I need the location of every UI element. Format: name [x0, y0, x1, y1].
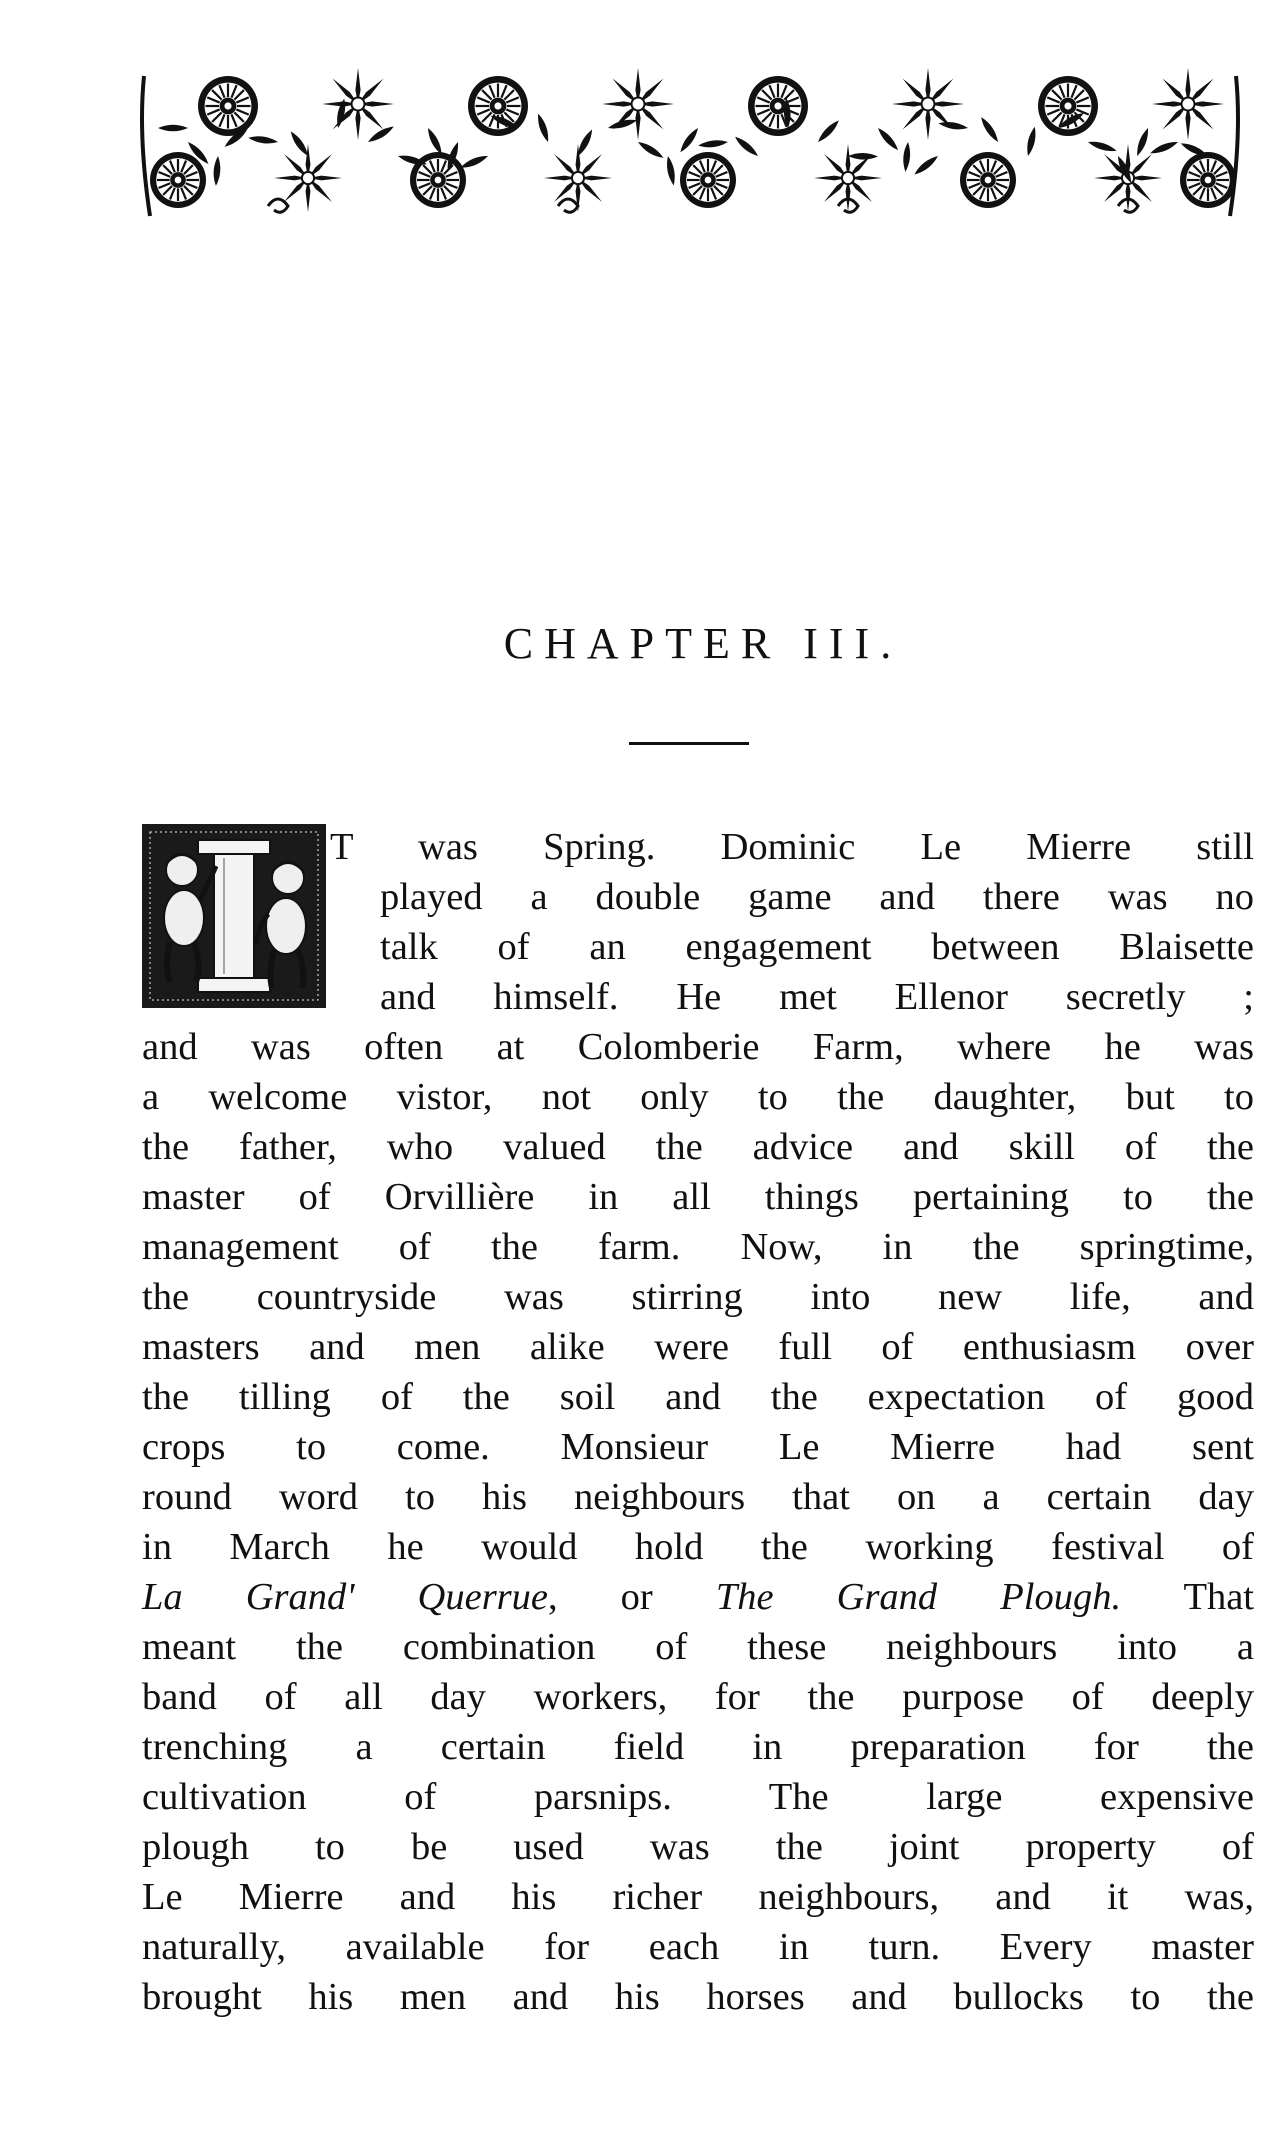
text-line-19: trenching a certain field in preparation for the	[142, 1726, 1254, 1768]
text-line-22: Le Mierre and his richer neighbours, and it was,	[142, 1876, 1254, 1918]
text-line-8: master of Orvillière in all things pertaining to the	[142, 1176, 1254, 1218]
chapter-title: CHAPTER III.	[503, 619, 903, 668]
text-line-16	[142, 1572, 1254, 1622]
text-line-10: the countryside was stirring into new life, and	[142, 1276, 1254, 1318]
text-line-24: brought his men and his horses and bullocks to the	[142, 1976, 1254, 2018]
text-line-3: talk of an engagement between Blaisette	[380, 926, 1254, 968]
text-line-17: meant the combination of these neighbours into a	[142, 1626, 1254, 1668]
text-line-6: a welcome vistor, not only to the daughter, but to	[142, 1076, 1254, 1118]
text-line-23: naturally, available for each in turn. Every master	[142, 1926, 1254, 1968]
illustrated-dropcap-icon	[140, 822, 328, 1010]
text-line-9: management of the farm. Now, in the springtime,	[142, 1226, 1254, 1268]
text-line-13: crops to come. Monsieur Le Mierre had sent	[142, 1426, 1254, 1468]
text-line-20: cultivation of parsnips. The large expensive	[142, 1776, 1254, 1818]
text-line-5: and was often at Colomberie Farm, where he was	[142, 1026, 1254, 1068]
text-line-11: masters and men alike were full of enthusiasm over	[142, 1326, 1254, 1368]
italic-title-2: The Grand Plough.	[715, 1576, 1122, 1618]
text-line-18: band of all day workers, for the purpose of deeply	[142, 1676, 1254, 1718]
italic-title-1: La Grand' Querrue	[142, 1576, 548, 1618]
text-fragment: That	[1121, 1576, 1254, 1618]
text-line-2: played a double game and there was no	[380, 876, 1254, 918]
text-line-1: T was Spring. Dominic Le Mierre still	[330, 826, 1254, 868]
text-line-21: plough to be used was the joint property of	[142, 1826, 1254, 1868]
text-line-7: the father, who valued the advice and skill of the	[142, 1126, 1254, 1168]
title-rule	[629, 742, 749, 745]
text-fragment: , or	[548, 1576, 716, 1618]
text-line-15: in March he would hold the working festival of	[142, 1526, 1254, 1568]
floral-border-ornament	[138, 56, 1242, 228]
text-line-4: and himself. He met Ellenor secretly ;	[380, 976, 1254, 1018]
text-line-14: round word to his neighbours that on a certain day	[142, 1476, 1254, 1518]
text-line-12: the tilling of the soil and the expectation of good	[142, 1376, 1254, 1418]
